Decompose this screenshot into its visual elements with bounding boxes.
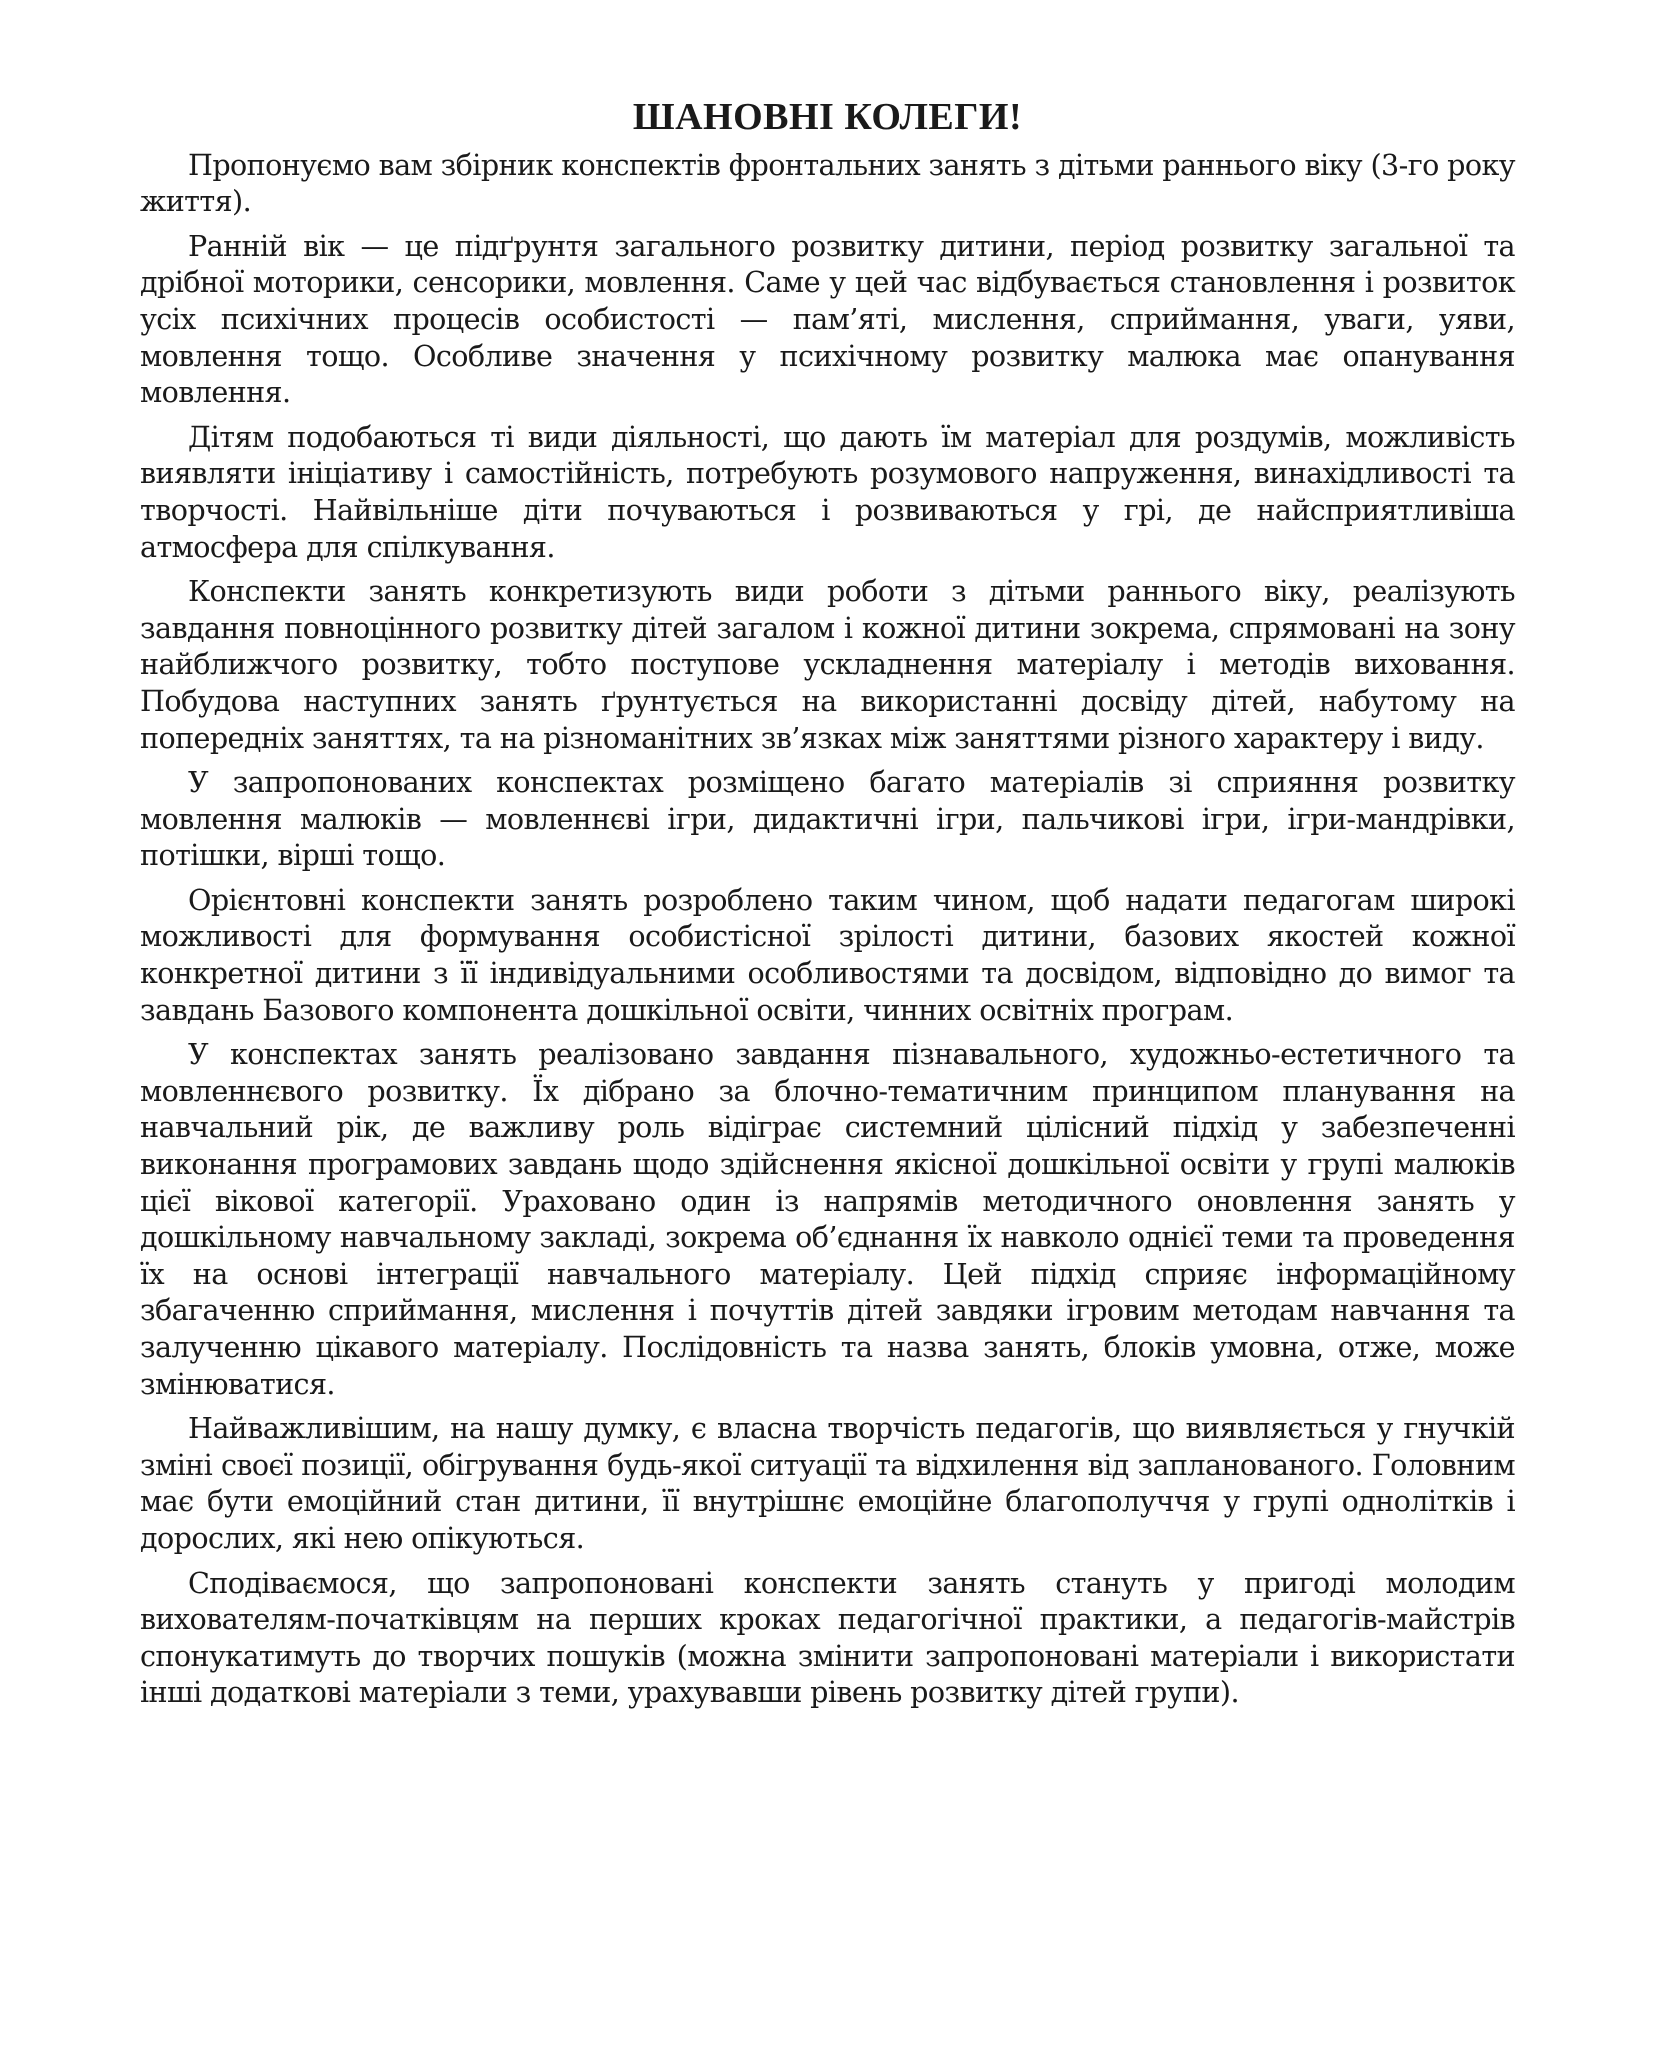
document-page — [140, 95, 1515, 1719]
paragraph-activities: Дітям подобаються ті види діяльності, що дають їм матеріал для роздумів, можливість виявляти ініціативу і самостійність, потребують розумового напруження, винахідливості та творчості. Найвільніше діти почуваються і розвиваються у грі, де найсприятливіша атмосфера для спілкування. — [140, 419, 1515, 564]
paragraph-speech-materials: У запропонованих конспектах розміщено багато матеріалів зі сприяння розвитку мовлення малюків — мовленнєві ігри, дидактичні ігри, пальчикові ігри, ігри-мандрівки, потішки, вірші тощо. — [140, 765, 1515, 873]
page-title: ШАНОВНІ КОЛЕГИ! — [632, 96, 1023, 138]
paragraph-intro: Пропонуємо вам збірник конспектів фронтальних занять з дітьми раннього віку (3-го року життя). — [140, 147, 1515, 219]
paragraph-tasks: У конспектах занять реалізовано завдання пізнавального, художньо-естетичного та мовленнєвого розвитку. Їх дібрано за блочно-тематичним принципом планування на навчальний рік, де важливу роль відіграє системний цілісний підхід у забезпеченні виконання програмових завдань щодо здійснення якісної дошкільної освіти у групі малюків цієї вікової категорії. Ураховано один із напрямів методичного оновлення занять у дошкільному навчальному закладі, зокрема об’єднання їх навколо однієї теми та проведення їх на основі інтеграції навчального матеріалу. Цей підхід сприяє інформаційному збагаченню сприймання, мислення і почуттів дітей завдяки ігровим методам навчання та залученню цікавого матеріалу. Послідовність та назва занять, блоків умовна, отже, може змінюватися. — [140, 1037, 1515, 1401]
paragraph-lesson-plans: Конспекти занять конкретизують види роботи з дітьми раннього віку, реалізують завдання повноцінного розвитку дітей загалом і кожної дитини зокрема, спрямовані на зону найближчого розвитку, тобто поступове ускладнення матеріалу і методів виховання. Побудова наступних занять ґрунтується на використанні досвіду дітей, набутому на попередніх заняттях, та на різноманітних зв’язках між заняттями різного характеру і виду. — [140, 574, 1515, 755]
paragraph-creativity: Найважливішим, на нашу думку, є власна творчість педагогів, що виявляється у гнучкій зміні своєї позиції, обігрування будь-якої ситуації та відхилення від запланованого. Головним має бути емоційний стан дитини, її внутрішнє емоційне благополуччя у групі однолітків і дорослих, які нею опікуються. — [140, 1411, 1515, 1555]
paragraph-early-age: Ранній вік — це підґрунтя загального розвитку дитини, період розвитку загальної та дрібної моторики, сенсорики, мовлення. Саме у цей час відбувається становлення і розвиток усіх психічних процесів особистості — пам’яті, мислення, сприймання, уваги, уяви, мовлення тощо. Особливе значення у психічному розвитку малюка має опанування мовлення. — [140, 228, 1515, 410]
paragraph-approximate-plans: Орієнтовні конспекти занять розроблено таким чином, щоб надати педагогам широкі можливості для формування особистісної зрілості дитини, базових якостей кожної конкретної дитини з її індивідуальними особливостями та досвідом, відповідно до вимог та завдань Базового компонента дошкільної освіти, чинних освітніх програм. — [140, 882, 1515, 1027]
paragraph-closing: Сподіваємося, що запропоновані конспекти занять стануть у пригоді молодим вихователям-початківцям на перших кроках педагогічної практики, а педагогів-майстрів спонукатимуть до творчих пошуків (можна змінити запропоновані матеріали і використати інші додаткові матеріали з теми, урахувавши рівень розвитку дітей групи). — [140, 1565, 1515, 1710]
